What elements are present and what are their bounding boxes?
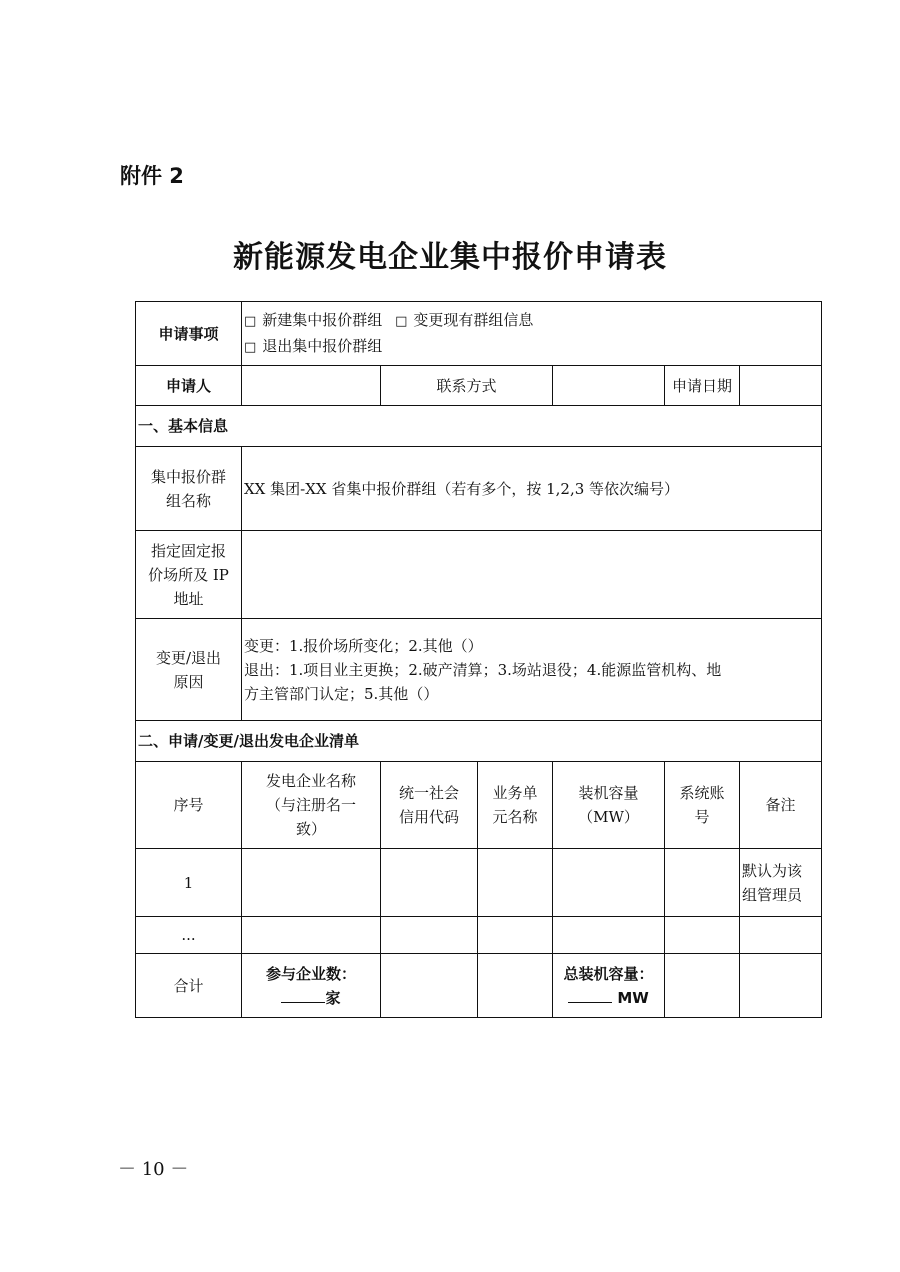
applicant-row	[136, 366, 822, 406]
row2-seq: ...	[136, 917, 242, 954]
ip-label: 指定固定报 价场所及 IP 地址	[136, 531, 242, 619]
reason-change-text: 变更：1.报价场所变化；2.其他（）	[244, 636, 483, 655]
page-number: － 10 －	[118, 1159, 189, 1180]
total-label: 合计	[136, 954, 242, 1018]
row1-note: 默认为该 组管理员	[740, 849, 822, 917]
row1-capacity[interactable]	[553, 849, 665, 917]
list-header-row	[136, 762, 822, 849]
reason-exit-text-1: 退出：1.项目业主更换；2.破产清算；3.场站退役；4.能源监管机构、地	[244, 660, 722, 679]
group-name-label: 集中报价群 组名称	[136, 447, 242, 531]
ip-row	[136, 531, 822, 619]
section1-heading-row	[136, 406, 822, 447]
contact-label: 联系方式	[381, 366, 553, 406]
reason-label: 变更/退出 原因	[136, 619, 242, 721]
header-capacity: 装机容量 （MW）	[553, 762, 665, 849]
contact-field[interactable]	[553, 366, 665, 406]
header-company-name: 发电企业名称 （与注册名一 致）	[242, 762, 381, 849]
ip-field[interactable]	[242, 531, 822, 619]
row1-business-unit[interactable]	[478, 849, 553, 917]
total-company-count: 参与企业数： 家	[242, 954, 381, 1018]
capacity-blank[interactable]	[568, 986, 612, 1003]
row2-note[interactable]	[740, 917, 822, 954]
application-type-row	[136, 302, 822, 366]
attachment-label: 附件 2	[120, 164, 184, 188]
row1-seq: 1	[136, 849, 242, 917]
total-business-unit	[478, 954, 553, 1018]
application-type-options	[242, 302, 822, 366]
form-title: 新能源发电企业集中报价申请表	[233, 240, 667, 275]
reason-exit-text-2: 方主管部门认定；5.其他（）	[244, 684, 439, 703]
row2-company-name[interactable]	[242, 917, 381, 954]
date-label: 申请日期	[665, 366, 740, 406]
group-name-value[interactable]: XX 集团-XX 省集中报价群组（若有多个，按 1,2,3 等依次编号）	[242, 447, 822, 531]
applicant-label: 申请人	[136, 366, 242, 406]
header-note: 备注	[740, 762, 822, 849]
section2-heading-row	[136, 721, 822, 762]
total-credit-code	[381, 954, 478, 1018]
checkbox-exit-group[interactable]: □	[244, 339, 257, 355]
table-row	[136, 849, 822, 917]
option-new-group-label: 新建集中报价群组	[262, 310, 383, 329]
section2-heading: 二、申请/变更/退出发电企业清单	[136, 721, 822, 762]
option-change-group-label: 变更现有群组信息	[413, 310, 534, 329]
row1-credit-code[interactable]	[381, 849, 478, 917]
applicant-field[interactable]	[242, 366, 381, 406]
row2-credit-code[interactable]	[381, 917, 478, 954]
date-field[interactable]	[740, 366, 822, 406]
company-count-blank[interactable]	[281, 986, 325, 1003]
option-exit-group-label: 退出集中报价群组	[262, 336, 383, 355]
row2-business-unit[interactable]	[478, 917, 553, 954]
group-name-row	[136, 447, 822, 531]
header-credit-code: 统一社会 信用代码	[381, 762, 478, 849]
section1-heading: 一、基本信息	[136, 406, 822, 447]
row1-company-name[interactable]	[242, 849, 381, 917]
table-row	[136, 917, 822, 954]
application-form-table	[135, 301, 822, 1018]
header-business-unit: 业务单 元名称	[478, 762, 553, 849]
application-type-label: 申请事项	[136, 302, 242, 366]
reason-value[interactable]	[242, 619, 822, 721]
checkbox-change-group[interactable]: □	[395, 313, 408, 329]
row2-account[interactable]	[665, 917, 740, 954]
header-seq: 序号	[136, 762, 242, 849]
reason-row	[136, 619, 822, 721]
row1-account[interactable]	[665, 849, 740, 917]
total-account	[665, 954, 740, 1018]
row2-capacity[interactable]	[553, 917, 665, 954]
total-row	[136, 954, 822, 1018]
header-account: 系统账 号	[665, 762, 740, 849]
checkbox-new-group[interactable]: □	[244, 313, 257, 329]
total-note	[740, 954, 822, 1018]
total-capacity: 总装机容量： MW	[553, 954, 665, 1018]
